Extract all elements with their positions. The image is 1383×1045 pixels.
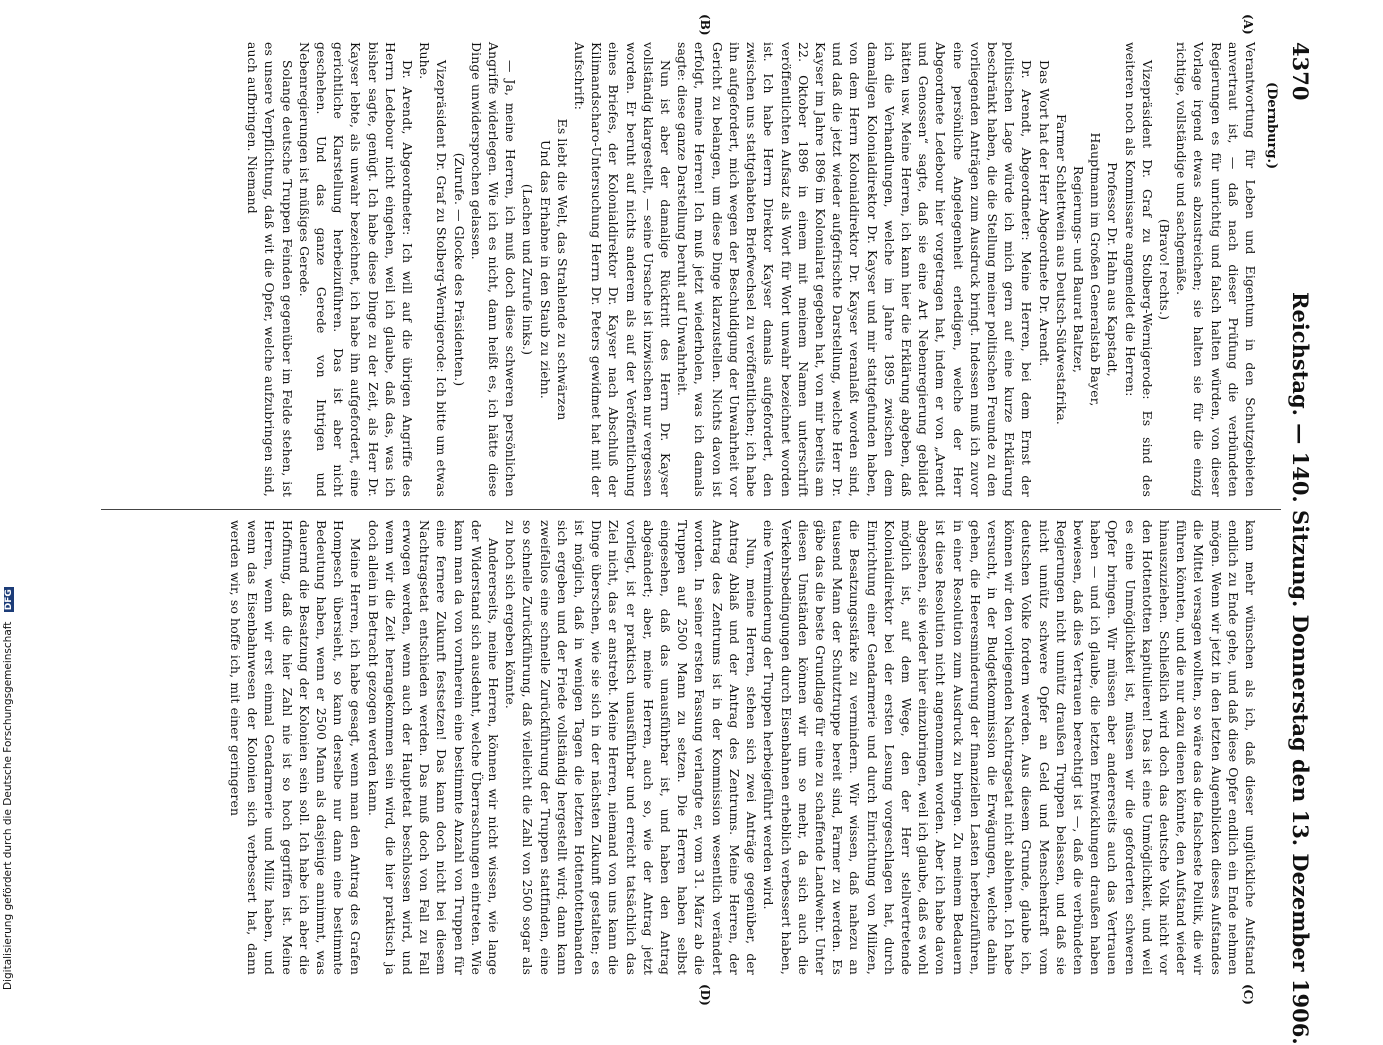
page-title: Reichstag. — 140. Sitzung. Donnerstag den 13. Dezember 1906. [1288,292,1313,1045]
list-item: Professor Dr. Hahn aus Kapstadt, [1105,162,1121,377]
paragraph: Nun ist aber der damalige Rücktritt des Herrn Dr. Kayser vollständig klargestellt, — seine Ursache ist inzwischen nur vergessen worden. Er beruht auf nichts anderem als auf der Veröffentlichung eines Briefes, der Kolonialdirektor Dr. Kayser nach Abschluß der Kilimandscharo-Untersuchung Herrn Dr. Peters gewidmet hat mit der Aufschrift: [572,42,674,497]
paragraph: Dr. Arendt, Abgeordneter: Ich will auf die übrigen Angriffe des Herrn Ledebour nicht eingehen, weil ich glaube, daß das, was ich bisher sagte, genügt. Ich habe diese Dinge zu der Zeit, als Herr Dr. Kayser lebte, als unwahr bezeichnet, ich habe ihn aufgefordert, eine gerichtliche Klarstellung herbeizuführen. Das ist aber nicht geschehen. Und das ganze Gerede von Intrigen und Nebenregierungen ist müßiges Gerede. [296,42,416,497]
list-item: Farmer Schlettwein aus Deutsch-Südwestafrika. [1053,114,1069,425]
paragraph: Andererseits, meine Herren, können wir nicht wissen, wie lange der Widerstand sich ausdehnt, welche Überraschungen eintreten. Wie kann man da von vornherein eine bestimmte Anzahl von Truppen für eine fernere Zukunft festsetzen! Das kann doch nicht bei diesem Nachtragsetat entschieden werden. Das muß doch von Fall zu Fall erwogen werden, wenn auch der Hauptetat beschlossen wird, und wenn wir die Zeit herangekommen sein wird, die hier praktisch ja doch allein in Betracht gezogen werden kann. [365,520,502,975]
verse-line: Und das Erhabne in den Staub zu ziehn. [537,139,553,400]
paragraph: Solange deutsche Truppen Feinden gegenüber im Felde stehen, ist es unsere Verpflichtung, daß wit die Opfer, welche aufzubringen sind, auch aufbringen. Niemand [245,42,295,497]
paragraph: Nun, meine Herren, stehen sich zwei Anträge gegenüber, der Antrag Ablaß und der Antrag des Zentrums. Meine Herren, der Antrag des Zentrums ist in der Kommission wesentlich verändert worden. In seiner ersten Fassung verlangte er, vom 31. März ab die Truppen auf 2500 Mann zu setzen. Die Herren haben selbst eingesehen, daß das unausführbar ist, und haben den Antrag abgeändert; aber, meine Herren, auch so, wie der Antrag jetzt vorliegt, ist er praktisch unausführbar und erreicht tatsächlich das Ziel nicht, das er anstrebt. Meine Herren, niemand von uns kann die Dinge überschen, wie sie sich in der nächsten Zukunft gestalten; es ist möglich, daß in wenigen Tagen die letzten Hottentottenbanden sich ergeben und der Friede vollständig hergestellt wird; dann kann zweifellos eine schnelle Zurückführung der Truppen stattfinden, eine so schnelle Zurückführung, daß vielleicht die Zahl von 2500 sogar als zu hoch sich ergeben könnte. [503,520,760,975]
paragraph: Verantwortung für Leben und Eigentum in den Schutzgebieten anvertraut ist, — daß nach dieser Prüfung die verbündeten Regierungen es für unrichtig und falsch halten würden, von dieser Vorlage irgend etwas abzustreichen; sie halten sie für die einzig richtige, vollständige und sachgemäße. [1174,42,1258,497]
paragraph: Dr. Arendt, Abgeordneter: Meine Herren, bei dem Ernst der politischen Lage würde ich mich gern auf eine kurze Erklärung beschränkt haben, die die Stellung meiner politischen Freunde zu den vorliegenden Anträgen zum Ausdruck bringt. Indessen muß ich zuvor eine persönliche Angelegenheit erledigen, welche der Herr Abgeordnete Ledebour hier vorgetragen hat, indem er von „Arendt und Genossen“ sagte, daß sie eine Art Nebenregierung gebildet hätten usw. Meine Herren, ich kann hier die Erklärung abgeben, daß ich die Verhandlungen, welche im Jahre 1895 zwischen dem damaligen Kolonialdirektor Dr. Kayser und mir stattgefunden haben, von dem Herrn Kolonialdirektor Dr. Kayser veranlaßt worden sind, und daß die jetzt wieder aufgefrischte Darstellung, welche Herr Dr. Kayser im Jahre 1896 im Kolonialrat gegeben hat, von mir bereits am 22. Oktober 1896 in einem mit meinem Namen unterschrift veröffentlichten Aufsatz als Wort für Wort unwahr bezeichnet worden ist. Ich habe Herrn Direktor Kayser damals aufgefordert, den zwischen uns stattgehabten Briefwechsel zu veröffentlichen; ich habe ihn aufgefordert, mich wegen der Beschuldigung der Unwahrheit vor Gericht zu belangen, um diese Dinge klarzustellen. Nichts davon ist erfolgt, meine Herren! Ich muß jetzt wiederholen, was ich damals sagte: diese ganze Darstellung beruht auf Unwahrheit. [675,42,1035,497]
left-column [244,42,1259,497]
speaker-tag: (Dernburg.) [1264,82,1279,170]
paragraph: Meine Herren, ich habe gesagt, wenn man den Antrag des Grafen Hompesch übersieht, so kann derselbe nur dann eine bestimmte Bedeutung haben, wenn er 2500 Mann als dasjenige annimmt, was dauernd die Besatzung der Kolonien sein soll. Ich habe ich aber die Hoffnung, daß die hier Zahl nie ist so hoch gegriffen ist. Meine Herren, wenn wir erst einmal Gendarmerie und Miliz haben, und wenn das Eisenbahnwesen der Kolonien sich verbessert hat, dann werden wir, so hoffe ich, mit einer geringeren [228,520,364,975]
column-divider [101,509,1281,510]
margin-marker-d: (D) [698,984,712,1006]
footer-text: Digitalisierung gefördert durch die Deutsche Forschungsgemeinschaft [2,621,14,990]
paragraph: kann mehr wünschen als ich, daß dieser unglückliche Aufstand endlich zu Ende gehe, und daß diese Opfer endlich ein Ende nehmen mögen. Wenn wir jetzt in den letzten Augenblicken dieses Aufstandes die Mittel versagen wollten, so wäre das die falscheste Politik, die wir führen könnten, und die nur dazu dienen könnte, den Aufstand wieder hinauszuziehen. Schließlich wird doch das deutsche Volk nicht vor den Hottentotten kapitulieren! Das ist eine Unmöglichkeit, und weil es eine Unmöglichkeit ist, müssen wir die geforderten schweren Opfer bringen. Wir müssen aber andererseits auch das Vertrauen haben — und ich glaube, die letzten Entwicklungen draußen haben bewiesen, daß dies Vertrauen berechtigt ist —, daß die verbündeten Regierungen nicht unnütz draußen Truppen belassen, und daß sie nicht unnütz schwere Opfer an Geld und Menschenkraft vom deutschen Volke fordern werden. Aus diesem Grunde, glaube ich, können wir den vorliegenden Nachtragsetat nicht ablehnen. Ich habe versucht, in der Budgetkommission die Erwägungen, welche dahin gehen, die Heeresminderung der finanziellen Lasten herbeizuführen, in einer Resolution zum Ausdruck zu bringen. Zu meinem Bedauern ist diese Resolution nicht angenommen worden. Aber ich habe davon abgesehen, sie wieder hier einzubringen, weil ich glaube, daß es wohl möglich ist, auf dem Wege, den der Herr stellvertretende Kolonialdirektor bei der ersten Lesung vorgeschlagen hat, durch Einrichtung einer Gendarmerie und durch Einrichtung von Milizen, die Besatzungsstärke zu vermindern. Wir wissen, daß nahezu an tausend Mann der Schutztruppe bereit sind, Farmer zu werden. Es gäbe das die beste Grundlage für eine zu schaffende Landwehr. Unter diesen Umständen können wir um so mehr, da sich auch die Verkehrsbedingungen durch Eisenbahnen erheblich verbessert haben, eine Verminderung der Truppen herbeigeführt werden wird. [761,520,1258,975]
interjection: (Bravo! rechts.) [1156,218,1172,321]
page-number: 4370 [1288,42,1313,101]
verse-line: Es liebt die Welt, das Strahlende zu schwärzen [554,118,570,421]
right-column [227,520,1259,975]
paragraph: — Ja, meine Herren, ich muß doch diese schweren persönlichen Angriffe widerlegen. Wie ich es nicht, dann heißt es, ich hätte diese Dinge unwidersprochen gelassen. [468,42,519,497]
paragraph: Vizepräsident Dr. Graf zu Stolberg-Wernigerode: Es sind des weiteren noch als Kommissare angemeldet die Herren: [1122,42,1155,497]
list-item: Hauptmann im Großen Generalstab Bayer, [1088,132,1104,407]
margin-marker-c: (C) [1241,984,1255,1005]
interjection: (Lachen und Zurufe links.) [520,183,536,356]
list-item: Regierungs- und Baurat Baltzer, [1070,165,1086,374]
page-header [1283,42,1317,1045]
margin-marker-b: (B) [698,14,712,36]
margin-marker-a: (A) [1241,14,1255,35]
rotated-page [87,14,1317,1045]
digitization-footer [2,0,16,990]
interjection: (Zurufe. — Glocke des Präsidenten.) [451,152,467,387]
dfg-logo: DFG [4,589,14,611]
paragraph: Das Wort hat der Herr Abgeordnete Dr. Arendt. [1036,60,1052,367]
paragraph: Vizepräsident Dr. Graf zu Stolberg-Wernigerode: Ich bitte um etwas Ruhe. [417,42,450,497]
